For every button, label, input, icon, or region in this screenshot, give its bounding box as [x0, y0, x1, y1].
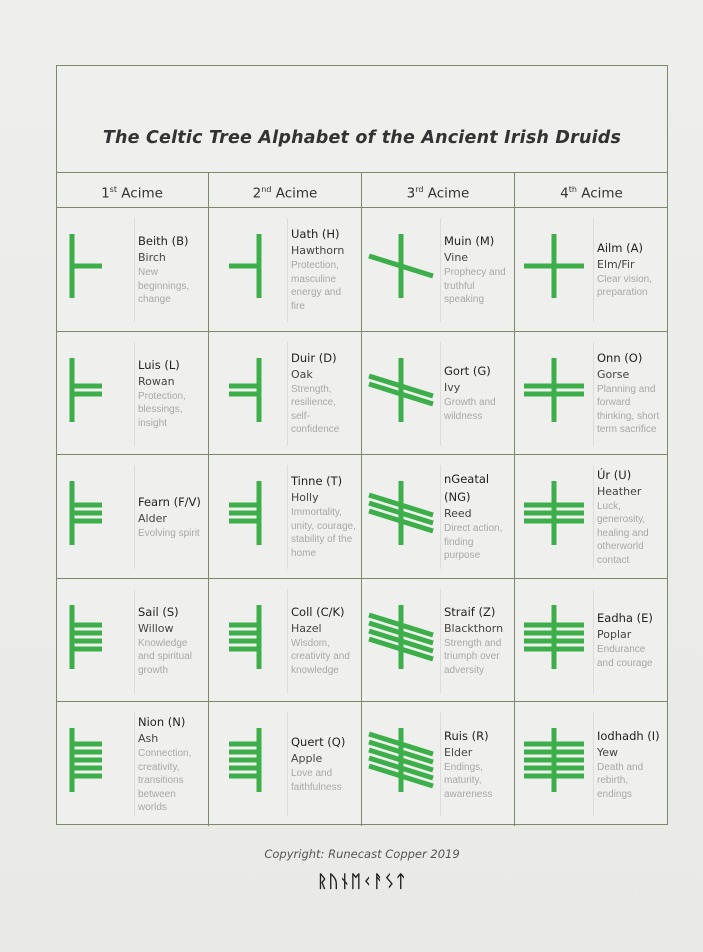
ogham-glyph	[519, 477, 589, 549]
letter-meaning: Clear vision, preparation	[597, 273, 653, 299]
ogham-glyph	[60, 230, 130, 302]
ogham-glyph	[213, 477, 283, 549]
alphabet-row	[56, 579, 668, 703]
letter-meaning: Knowledge and spiritual growth	[138, 637, 192, 676]
letter-cell	[209, 579, 362, 702]
ogham-glyph-icon	[366, 230, 436, 302]
alphabet-row	[56, 332, 668, 456]
cell-divider	[287, 465, 288, 569]
letter-name: Quert (Q)	[291, 735, 346, 750]
column-header-2: 2nd Acime	[209, 173, 362, 207]
letter-cell	[362, 702, 515, 826]
letter-name: Gort (G)	[444, 364, 491, 379]
cell-divider	[593, 218, 594, 322]
letter-meaning: New beginnings, change	[138, 267, 190, 305]
ogham-glyph-icon	[366, 724, 436, 796]
column-header-3: 3rd Acime	[362, 173, 515, 207]
letter-text	[597, 332, 664, 455]
letter-name: Eadha (E)	[597, 611, 653, 626]
tree-name: Elm/Fir	[597, 257, 635, 271]
ogham-glyph-icon	[366, 354, 436, 426]
ogham-glyph	[519, 230, 589, 302]
letter-cell	[515, 208, 668, 331]
letter-meaning: Evolving spirit	[138, 527, 200, 539]
letter-cell	[209, 455, 362, 578]
letter-name: Beith (B)	[138, 234, 189, 248]
letter-text	[444, 455, 510, 578]
letter-text	[138, 208, 204, 331]
column-header-1: 1st Acime	[56, 173, 209, 207]
tree-name: Elder	[444, 745, 473, 759]
letter-name: Straif (Z)	[444, 604, 496, 619]
letter-meaning: Wisdom, creativity and knowledge	[291, 637, 350, 676]
letter-text	[444, 579, 510, 702]
letter-cell	[362, 455, 515, 578]
tree-name: Rowan	[138, 374, 175, 388]
ogham-glyph-icon	[213, 477, 283, 549]
tree-name: Gorse	[597, 367, 630, 381]
letter-meaning: Direct action, finding purpose	[444, 523, 503, 561]
letter-name: Ruis (R)	[444, 728, 489, 743]
cell-divider	[593, 465, 594, 569]
letter-meaning: Strength, resilience, self-confidence	[291, 383, 340, 436]
letter-cell	[515, 455, 668, 578]
ogham-glyph	[60, 354, 130, 426]
letter-name: nGeatal (NG)	[444, 472, 490, 504]
letter-meaning: Endings, maturity, awareness	[444, 761, 493, 800]
letter-text	[597, 702, 664, 826]
ogham-glyph-icon	[213, 724, 283, 796]
letter-name: Úr (U)	[597, 467, 632, 482]
letter-meaning: Luck, generosity, healing and otherworld contact	[597, 500, 649, 566]
ogham-glyph	[213, 601, 283, 673]
letter-cell	[56, 455, 209, 578]
ogham-glyph	[366, 230, 436, 302]
letter-name: Uath (H)	[291, 227, 340, 242]
ogham-glyph	[519, 724, 589, 796]
letter-cell	[515, 579, 668, 702]
cell-divider	[593, 589, 594, 693]
tree-name: Ash	[138, 732, 159, 745]
letter-text	[138, 455, 204, 578]
ogham-glyph-icon	[60, 477, 130, 549]
letter-text	[138, 332, 204, 455]
letter-text	[444, 332, 510, 455]
ogham-glyph-icon	[519, 230, 589, 302]
ogham-glyph-icon	[60, 354, 130, 426]
letter-meaning: Immortality, unity, courage, stability of the home	[291, 507, 356, 559]
cell-divider	[134, 342, 135, 446]
letter-name: Sail (S)	[138, 604, 179, 619]
ogham-glyph-icon	[366, 477, 436, 549]
ogham-glyph-icon	[519, 601, 589, 673]
letter-meaning: Love and faithfulness	[291, 768, 342, 793]
cell-divider	[440, 712, 441, 816]
letter-cell	[56, 332, 209, 455]
tree-name: Oak	[291, 367, 313, 381]
ogham-glyph	[366, 601, 436, 673]
cell-divider	[440, 218, 441, 322]
letter-name: Tinne (T)	[291, 474, 343, 489]
tree-name: Ivy	[444, 381, 461, 395]
ogham-glyph	[213, 354, 283, 426]
letter-name: Luis (L)	[138, 357, 180, 372]
ogham-glyph	[60, 724, 130, 796]
tree-name: Yew	[597, 745, 619, 759]
letter-text	[291, 702, 357, 826]
letter-text	[444, 208, 510, 331]
cell-divider	[287, 342, 288, 446]
tree-name: Holly	[291, 491, 319, 505]
letter-cell	[362, 208, 515, 331]
letter-meaning: Protection, masculine energy and fire	[291, 260, 342, 312]
letter-text	[444, 702, 510, 826]
letter-name: Duir (D)	[291, 350, 337, 365]
runecast-logo: ᚱᚢᚾᛖᚲᚨᛊᛏ	[317, 872, 407, 892]
column-header-row	[56, 172, 668, 208]
ogham-glyph-icon	[213, 354, 283, 426]
cell-divider	[440, 465, 441, 569]
letter-text	[138, 702, 204, 826]
letter-name: Muin (M)	[444, 234, 495, 248]
column-header-4: 4th Acime	[560, 185, 623, 202]
letter-meaning: Strength and triumph over adversity	[444, 637, 502, 676]
ogham-glyph	[519, 354, 589, 426]
ogham-glyph	[213, 230, 283, 302]
letter-meaning: Protection, blessings, insight	[138, 390, 186, 429]
letter-text	[291, 455, 357, 578]
letter-text	[138, 579, 204, 702]
letter-meaning: Endurance and courage	[597, 644, 653, 669]
ogham-glyph	[213, 724, 283, 796]
tree-name: Vine	[444, 251, 469, 264]
letter-name: Ailm (A)	[597, 240, 643, 255]
ogham-glyph-icon	[60, 724, 130, 796]
letter-meaning: Planning and forward thinking, short term sacrifice	[597, 383, 660, 436]
cell-divider	[287, 218, 288, 322]
letter-meaning: Prophecy and truthful speaking	[444, 267, 506, 305]
letter-meaning: Connection, creativity, transitions between worlds	[138, 748, 192, 813]
alphabet-row	[56, 455, 668, 579]
letter-cell	[515, 332, 668, 455]
letter-cell	[56, 702, 209, 826]
alphabet-row	[56, 208, 668, 332]
cell-divider	[593, 712, 594, 816]
ogham-glyph	[60, 477, 130, 549]
ogham-glyph-icon	[60, 230, 130, 302]
copyright-text: Copyright: Runecast Copper 2019	[264, 847, 460, 861]
ogham-glyph-icon	[366, 601, 436, 673]
tree-name: Alder	[138, 511, 167, 525]
letter-name: Onn (O)	[597, 350, 643, 365]
cell-divider	[440, 589, 441, 693]
ogham-glyph	[366, 477, 436, 549]
cell-divider	[287, 589, 288, 693]
ogham-glyph	[366, 724, 436, 796]
alphabet-row	[56, 702, 668, 826]
ogham-grid	[56, 208, 668, 826]
letter-cell	[209, 332, 362, 455]
cell-divider	[134, 218, 135, 322]
letter-text	[597, 579, 664, 702]
tree-name: Blackthorn	[444, 621, 504, 635]
ogham-glyph	[366, 354, 436, 426]
tree-name: Hawthorn	[291, 244, 345, 258]
cell-divider	[593, 342, 594, 446]
letter-name: Nion (N)	[138, 715, 186, 729]
letter-text	[597, 455, 664, 578]
cell-divider	[134, 712, 135, 816]
letter-name: Iodhadh (I)	[597, 728, 660, 743]
letter-meaning: Growth and wildness	[444, 397, 496, 422]
letter-cell	[362, 332, 515, 455]
tree-name: Heather	[597, 484, 642, 498]
cell-divider	[134, 589, 135, 693]
ogham-glyph-icon	[213, 601, 283, 673]
letter-text	[291, 579, 357, 702]
letter-name: Fearn (F/V)	[138, 494, 201, 509]
letter-name: Coll (C/K)	[291, 604, 345, 619]
letter-cell	[209, 208, 362, 331]
tree-name: Reed	[444, 507, 472, 520]
tree-name: Hazel	[291, 621, 322, 635]
letter-cell	[56, 579, 209, 702]
cell-divider	[440, 342, 441, 446]
cell-divider	[287, 712, 288, 816]
letter-cell	[362, 579, 515, 702]
letter-text	[291, 332, 357, 455]
tree-name: Birch	[138, 251, 166, 264]
letter-cell	[515, 702, 668, 826]
ogham-glyph-icon	[519, 724, 589, 796]
letter-meaning: Death and rebirth, endings	[597, 761, 644, 800]
tree-name: Willow	[138, 621, 174, 635]
letter-text	[597, 208, 664, 331]
letter-cell	[56, 208, 209, 331]
ogham-glyph-icon	[519, 354, 589, 426]
tree-name: Poplar	[597, 628, 632, 642]
page-title: The Celtic Tree Alphabet of the Ancient Irish Druids	[102, 128, 622, 148]
tree-name: Apple	[291, 752, 323, 766]
letter-cell	[209, 702, 362, 826]
ogham-glyph	[519, 601, 589, 673]
ogham-glyph-icon	[213, 230, 283, 302]
ogham-glyph-icon	[519, 477, 589, 549]
cell-divider	[134, 465, 135, 569]
ogham-glyph	[60, 601, 130, 673]
ogham-glyph-icon	[60, 601, 130, 673]
letter-text	[291, 208, 357, 331]
